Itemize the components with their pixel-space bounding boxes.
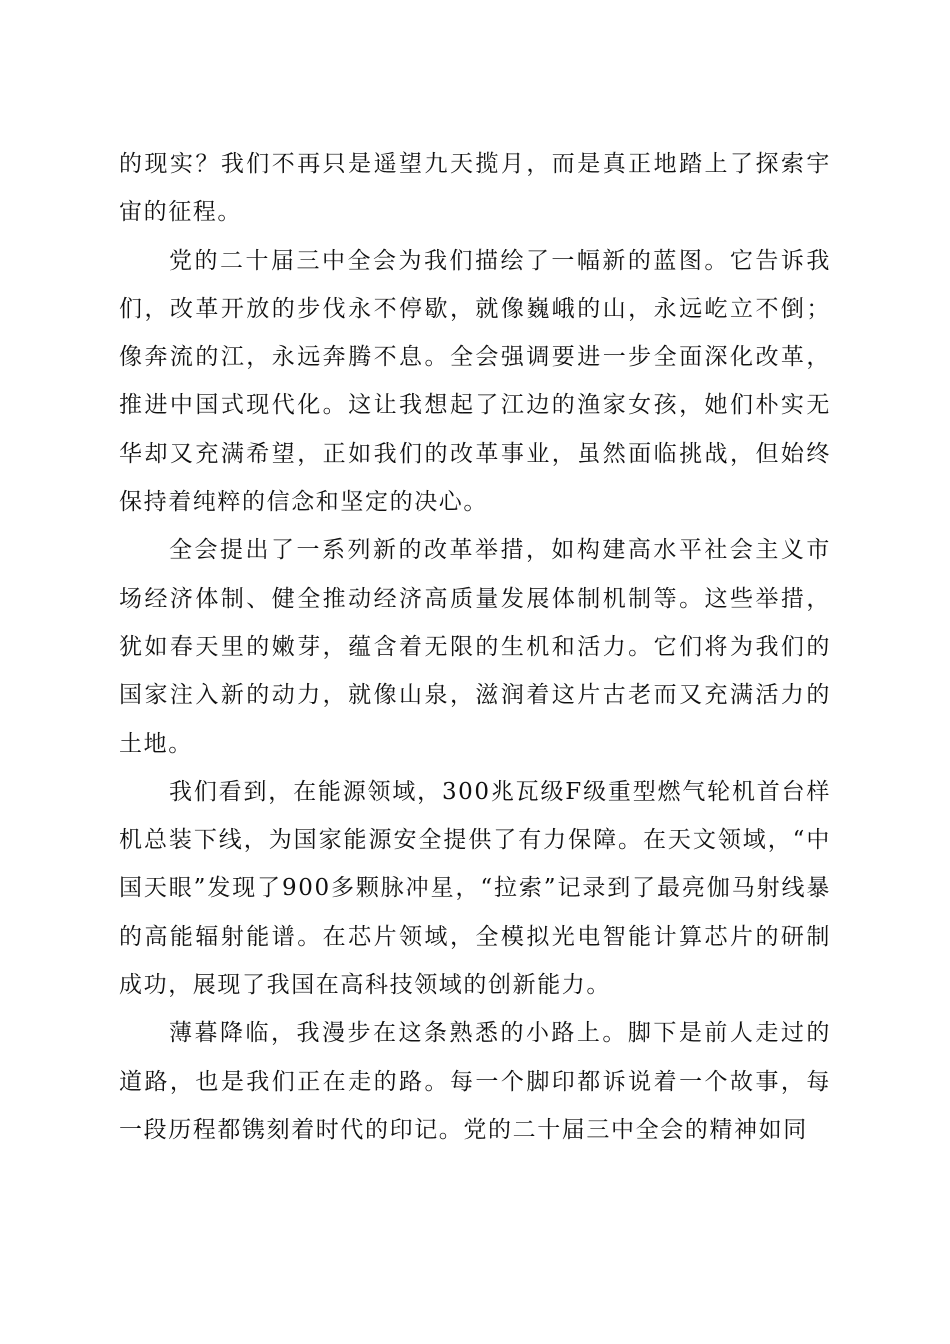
paragraph-blueprint: 党的二十届三中全会为我们描绘了一幅新的蓝图。它告诉我们，改革开放的步伐永不停歇，就像巍峨的山，永远屹立不倒；像奔流的江，永远奔腾不息。全会强调要进一步全面深化改革，推进中国式现代化。这让我想起了江边的渔家女孩，她们朴实无华却又充满希望，正如我们的改革事业，虽然面临挑战，但始终保持着纯粹的信念和坚定的决心。 bbox=[119, 247, 831, 516]
document-body bbox=[119, 140, 831, 1154]
paragraph-continuation: 的现实？我们不再只是遥望九天揽月，而是真正地踏上了探索宇宙的征程。 bbox=[119, 151, 831, 226]
paragraph-achievements: 我们看到，在能源领域，300兆瓦级F级重型燃气轮机首台样机总装下线，为国家能源安全提供了有力保障。在天文领域，“中国天眼”发现了900多颗脉冲星，“拉索”记录到了最亮伽马射线暴的高能辐射能谱。在芯片领域，全模拟光电智能计算芯片的研制成功，展现了我国在高科技领域的创新能力。 bbox=[119, 778, 831, 999]
paragraph-dusk-walk: 薄暮降临，我漫步在这条熟悉的小路上。脚下是前人走过的道路，也是我们正在走的路。每一个脚印都诉说着一个故事，每一段历程都镌刻着时代的印记。党的二十届三中全会的精神如同 bbox=[119, 1020, 831, 1143]
paragraph-reform-measures: 全会提出了一系列新的改革举措，如构建高水平社会主义市场经济体制、健全推动经济高质量发展体制机制等。这些举措，犹如春天里的嫩芽，蕴含着无限的生机和活力。它们将为我们的国家注入新的动力，就像山泉，滋润着这片古老而又充满活力的土地。 bbox=[119, 537, 831, 757]
